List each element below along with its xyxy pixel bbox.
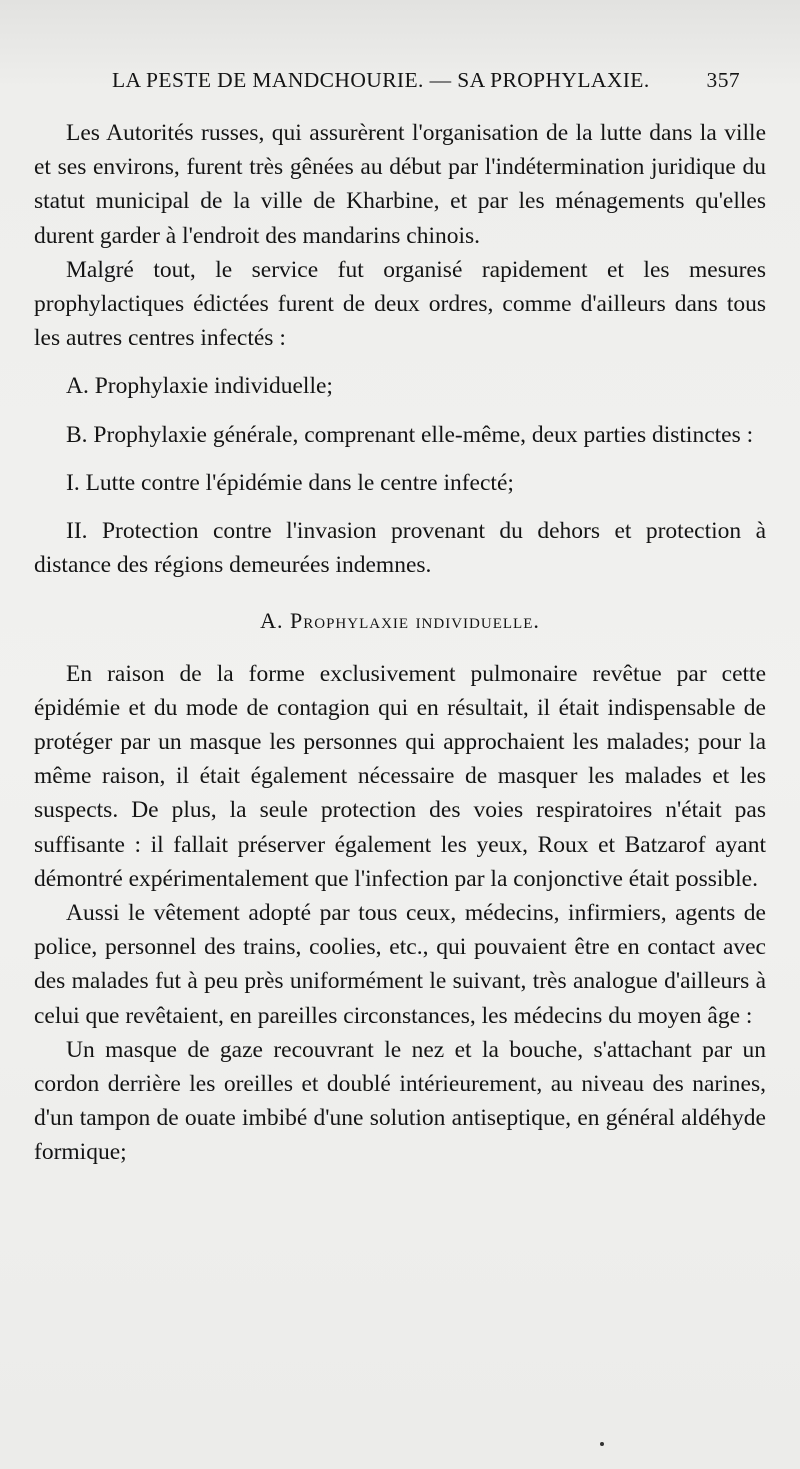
section-title: Prophylaxie individuelle. [290,608,540,634]
paragraph-service-organised: Malgré tout, le service fut organisé rapidement et les mesures prophylactiques édictées furent de deux ordres, comme d'ailleurs dans tous les autres centres infectés : [34,256,766,352]
section-letter: A. [260,608,284,634]
paragraph-gauze-mask: Un masque de gaze recouvrant le nez et la bouche, s'attachant par un cordon derrière les oreilles et doublé intérieurement, au niveau des narines, d'un tampon de ouate imbibé d'une solution antiseptique, en général aldéhyde formique; [34,1036,766,1166]
print-speck [600,1442,604,1446]
body-text [34,116,766,1170]
list-item-a: A. Prophylaxie individuelle; [66,373,333,400]
paragraph-garment: Aussi le vêtement adopté par tous ceux, médecins, infirmiers, agents de police, personnel des trains, coolies, etc., qui pouvaient être en contact avec des malades fut à peu près uniformément le suivant, très analogue d'ailleurs à celui que revêtaient, en pareilles circonstances, les médecins du moyen âge : [34,900,766,1029]
paragraph-pulmonary-form: En raison de la forme exclusivement pulmonaire revêtue par cette épidémie et du mode de contagion qui en résultait, il était indispensable de protéger par un masque les personnes qui approchaient les malades; pour la même raison, il était également nécessaire de masquer les malades et les suspects. De plus, la seule protection des voies respiratoires n'était pas suffisante : il fallait préserver également les yeux, Roux et Batzarof ayant démontré expérimentalement que l'infection par la conjonctive était possible. [34,660,766,892]
list-item-ii: II. Protection contre l'invasion provenant du dehors et protection à distance des régions demeurées indemnes. [34,518,766,579]
list-item-i: I. Lutte contre l'épidémie dans le centre infecté; [66,469,514,496]
section-heading [34,604,766,638]
paragraph-authorities: Les Autorités russes, qui assurèrent l'organisation de la lutte dans la ville et ses environs, furent très gênées au début par l'indétermination juridique du statut municipal de la ville de Kharbine, et par les ménagements qu'elles durent garder à l'endroit des mandarins chinois. [34,120,766,249]
list-item-b: B. Prophylaxie générale, comprenant elle-même, deux parties distinctes : [66,421,754,448]
running-head-title: LA PESTE DE MANDCHOURIE. — SA PROPHYLAXIE. [112,68,650,92]
running-head [112,68,740,100]
page-number: 357 [706,68,740,92]
